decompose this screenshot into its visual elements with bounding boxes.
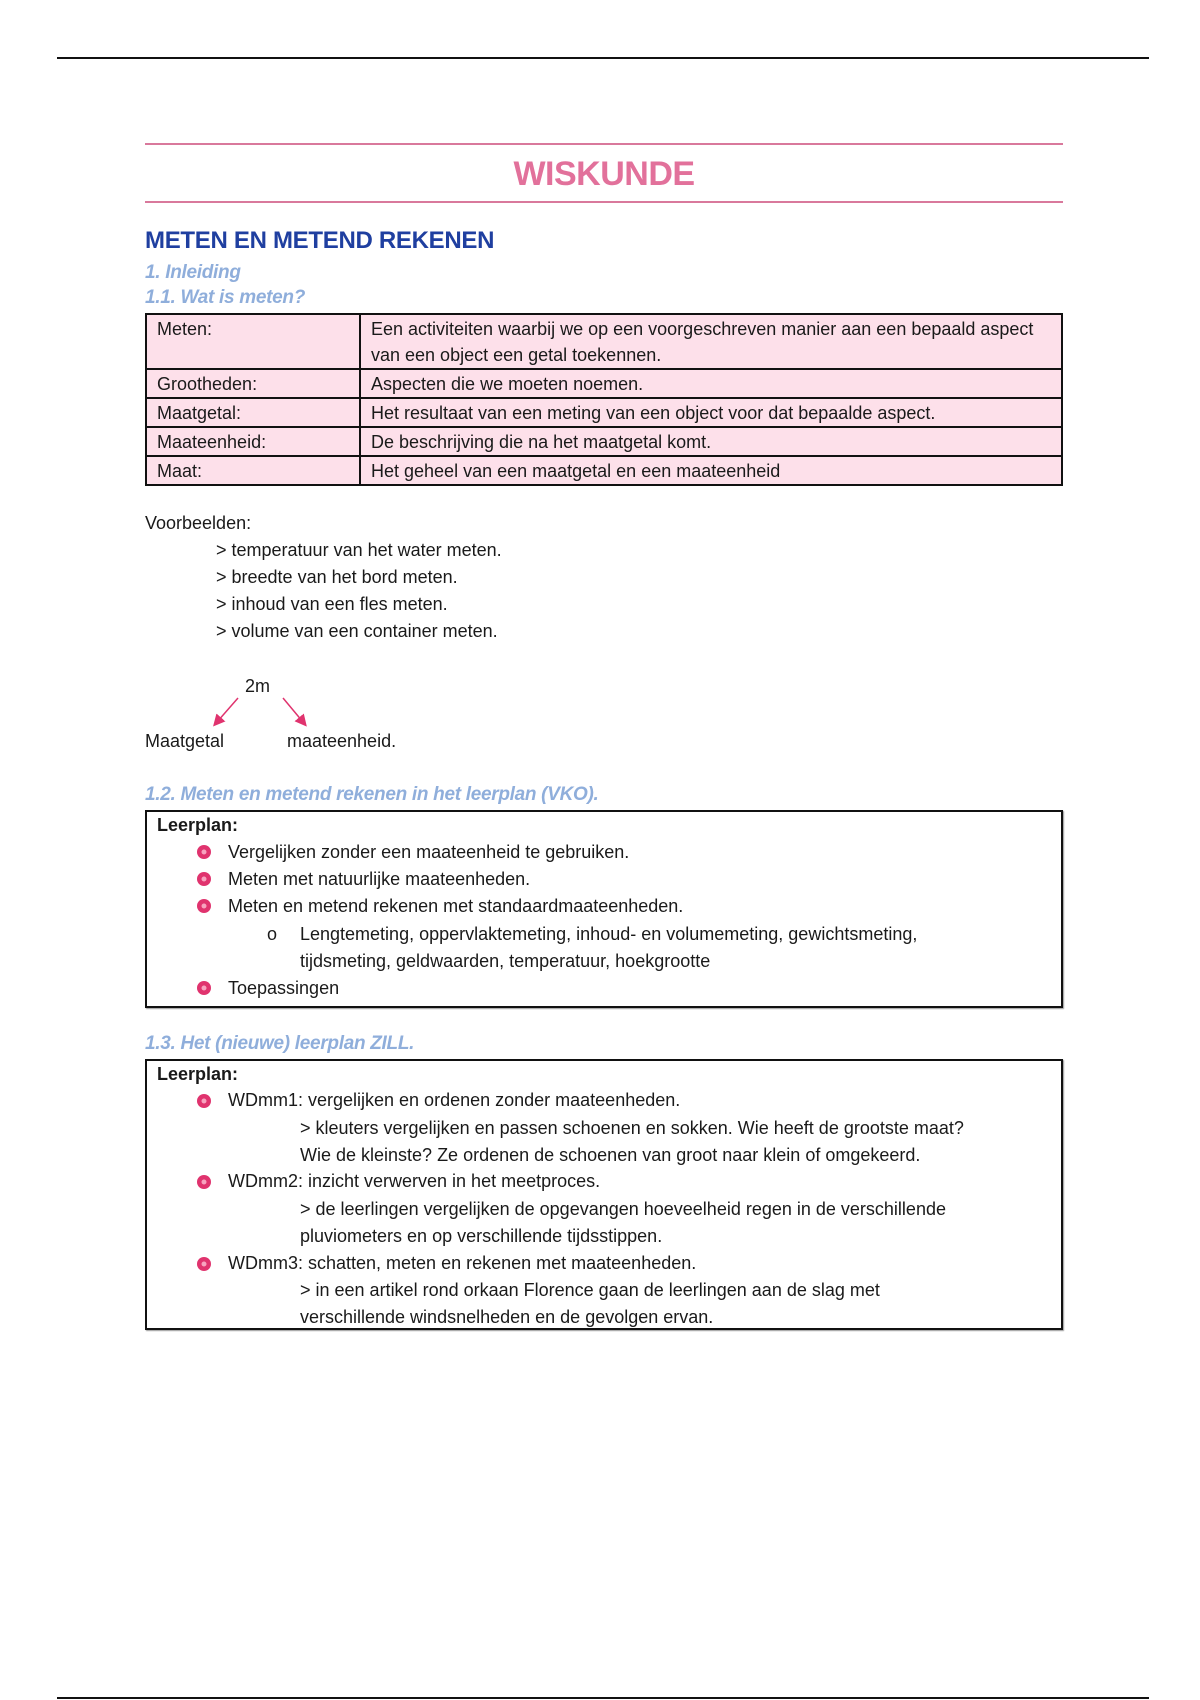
examples-label: Voorbeelden: <box>145 513 252 533</box>
diagram-value: 2m <box>245 676 271 696</box>
example-line: pluviometers en op verschillende tijdsstippen. <box>300 1226 663 1246</box>
document-title: WISKUNDE <box>513 155 695 193</box>
vko-leerplan-box <box>145 810 1063 1008</box>
title-top-rule <box>145 143 1063 145</box>
description: Een activiteiten waarbij we op een voorgeschreven manier aan een bepaald aspect van een object een getal toekennen. <box>360 314 1062 369</box>
sub-list-line: Lengtemeting, oppervlaktemeting, inhoud- en volumemeting, gewichtsmeting, <box>300 924 918 944</box>
table-row <box>146 456 1062 485</box>
section-heading-1-3: 1.3. Het (nieuwe) leerplan ZILL. <box>145 1033 415 1054</box>
description: Het resultaat van een meting van een object voor dat bepaalde aspect. <box>360 398 1062 427</box>
list-item: Vergelijken zonder een maateenheid te gebruiken. <box>228 842 630 862</box>
term: Meten: <box>146 314 360 369</box>
term: Maateenheid: <box>146 427 360 456</box>
arrow-left <box>217 698 238 722</box>
description: Het geheel van een maatgetal en een maateenheid <box>360 456 1062 485</box>
flower-bullet-icon <box>196 980 212 996</box>
example-line: > de leerlingen vergelijken de opgevangen hoeveelheid regen in de verschillende <box>300 1199 946 1219</box>
description: Aspecten die we moeten noemen. <box>360 369 1062 398</box>
example-item: > inhoud van een fles meten. <box>216 594 448 614</box>
zill-leerplan-box <box>145 1059 1063 1330</box>
list-item: Meten met natuurlijke maateenheden. <box>228 869 531 889</box>
term: Maat: <box>146 456 360 485</box>
example-item: > volume van een container meten. <box>216 621 498 641</box>
title-bottom-rule <box>145 201 1063 203</box>
flower-bullet-icon <box>196 898 212 914</box>
example-item: > breedte van het bord meten. <box>216 567 458 587</box>
sub-bullet-icon: o <box>267 924 278 944</box>
flower-bullet-icon <box>196 1256 212 1272</box>
sub-list-line: tijdsmeting, geldwaarden, temperatuur, hoekgrootte <box>300 951 711 971</box>
arrow-right <box>283 698 303 722</box>
section-heading-1: 1. Inleiding <box>145 262 241 283</box>
diagram-left-label: Maatgetal <box>145 731 225 751</box>
example-line: > kleuters vergelijken en passen schoenen en sokken. Wie heeft de grootste maat? <box>300 1118 964 1138</box>
section-heading-1-1: 1.1. Wat is meten? <box>145 287 306 308</box>
example-line: Wie de kleinste? Ze ordenen de schoenen van groot naar klein of omgekeerd. <box>300 1145 921 1165</box>
box-label: Leerplan: <box>157 815 239 835</box>
table-row <box>146 398 1062 427</box>
diagram-right-label: maateenheid. <box>287 731 397 751</box>
box-label: Leerplan: <box>157 1064 239 1084</box>
example-line: > in een artikel rond orkaan Florence gaan de leerlingen aan de slag met <box>300 1280 880 1300</box>
flower-bullet-icon <box>196 1174 212 1190</box>
list-item: Meten en metend rekenen met standaardmaateenheden. <box>228 896 684 916</box>
table-row <box>146 369 1062 398</box>
flower-bullet-icon <box>196 871 212 887</box>
list-item: WDmm3: schatten, meten en rekenen met maateenheden. <box>228 1253 697 1273</box>
page-top-rule <box>57 57 1149 59</box>
flower-bullet-icon <box>196 844 212 860</box>
table-row <box>146 314 1062 369</box>
flower-bullet-icon <box>196 1093 212 1109</box>
list-item: WDmm1: vergelijken en ordenen zonder maateenheden. <box>228 1090 681 1110</box>
table-row <box>146 427 1062 456</box>
list-item: WDmm2: inzicht verwerven in het meetproces. <box>228 1171 601 1191</box>
description: De beschrijving die na het maatgetal komt. <box>360 427 1062 456</box>
term: Grootheden: <box>146 369 360 398</box>
example-item: > temperatuur van het water meten. <box>216 540 502 560</box>
example-line: verschillende windsnelheden en de gevolgen ervan. <box>300 1307 714 1327</box>
section-heading-1-2: 1.2. Meten en metend rekenen in het leerplan (VKO). <box>145 784 599 805</box>
list-item: Toepassingen <box>228 978 340 998</box>
definitions-table <box>145 313 1063 486</box>
term: Maatgetal: <box>146 398 360 427</box>
main-heading: METEN EN METEND REKENEN <box>145 227 495 254</box>
page-bottom-rule <box>57 1697 1149 1699</box>
